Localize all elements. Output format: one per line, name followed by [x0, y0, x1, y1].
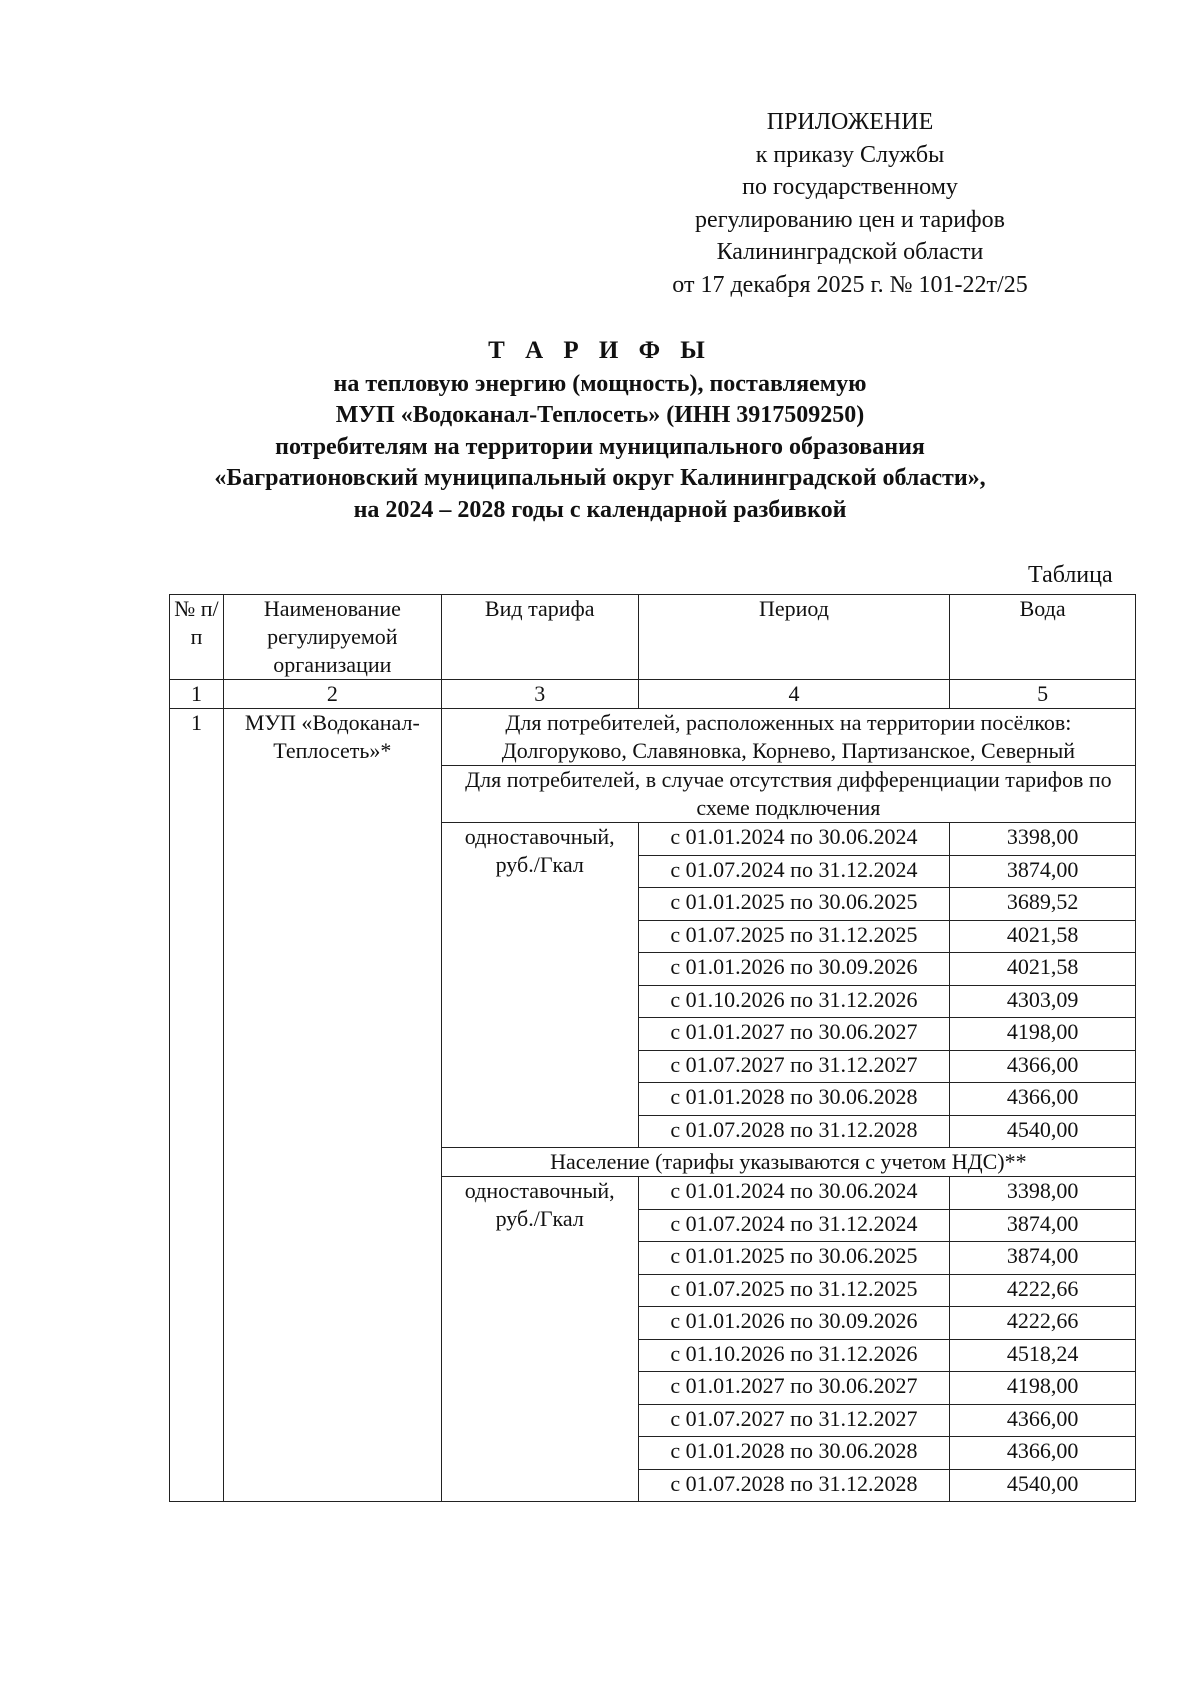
period-cell: с 01.01.2024 по 30.06.2024 — [638, 823, 950, 856]
water-value: 4540,00 — [950, 1115, 1136, 1148]
period-cell: с 01.01.2027 по 30.06.2027 — [638, 1372, 950, 1405]
water-value: 4198,00 — [950, 1018, 1136, 1051]
table-label: Таблица — [1028, 562, 1113, 588]
water-value: 3398,00 — [950, 823, 1136, 856]
period-cell: с 01.07.2024 по 31.12.2024 — [638, 855, 950, 888]
period-cell: с 01.07.2025 по 31.12.2025 — [638, 1274, 950, 1307]
water-value: 4540,00 — [950, 1469, 1136, 1502]
title-line: потребителям на территории муниципального образования — [275, 433, 925, 460]
period-cell: с 01.07.2027 по 31.12.2027 — [638, 1050, 950, 1083]
period-cell: с 01.07.2024 по 31.12.2024 — [638, 1209, 950, 1242]
period-cell: с 01.01.2025 по 30.06.2025 — [638, 888, 950, 921]
appendix-line: Калининградской области — [716, 239, 984, 265]
appendix-line: регулированию цен и тарифов — [695, 206, 1005, 233]
water-value: 3874,00 — [950, 1209, 1136, 1242]
period-cell: с 01.07.2027 по 31.12.2027 — [638, 1404, 950, 1437]
document-title — [150, 335, 1050, 526]
period-cell: с 01.10.2026 по 31.12.2026 — [638, 985, 950, 1018]
tariff-table — [169, 594, 1136, 1502]
organization-name: МУП «Водоканал-Теплосеть»* — [223, 709, 441, 1502]
water-value: 4366,00 — [950, 1083, 1136, 1116]
header-row — [170, 595, 1136, 680]
water-value: 4366,00 — [950, 1437, 1136, 1470]
water-value: 4222,66 — [950, 1274, 1136, 1307]
appendix-line: по государственному — [742, 174, 958, 200]
title-line: на тепловую энергию (мощность), поставляемую — [333, 370, 867, 397]
appendix-block — [640, 106, 1060, 301]
period-cell: с 01.01.2026 по 30.09.2026 — [638, 953, 950, 986]
column-index-row — [170, 680, 1136, 709]
water-value: 3874,00 — [950, 1242, 1136, 1275]
water-value: 4303,09 — [950, 985, 1136, 1018]
water-value: 4366,00 — [950, 1050, 1136, 1083]
row-number: 1 — [170, 709, 224, 1502]
header-period: Период — [638, 595, 950, 680]
territory-note: Для потребителей, расположенных на территории посёлков: Долгоруково, Славяновка, Корнево, Партизанское, Северный — [441, 709, 1135, 766]
header-org: Наименование регулируемой организации — [223, 595, 441, 680]
header-num: № п/п — [170, 595, 224, 680]
column-index: 1 — [170, 680, 224, 709]
title-line: на 2024 – 2028 годы с календарной разбивкой — [353, 496, 847, 523]
period-cell: с 01.01.2024 по 30.06.2024 — [638, 1177, 950, 1210]
period-cell: с 01.10.2026 по 31.12.2026 — [638, 1339, 950, 1372]
period-cell: с 01.07.2028 по 31.12.2028 — [638, 1115, 950, 1148]
appendix-order-date: от 17 декабря 2025 г. № 101-22т/25 — [672, 271, 1028, 298]
period-cell: с 01.07.2025 по 31.12.2025 — [638, 920, 950, 953]
tariff-type: одноставочный, руб./Гкал — [441, 1177, 638, 1502]
title-line: МУП «Водоканал-Теплосеть» (ИНН 3917509250) — [335, 402, 865, 428]
territory-row — [170, 709, 1136, 766]
column-index: 2 — [223, 680, 441, 709]
water-value: 4021,58 — [950, 920, 1136, 953]
water-value: 4366,00 — [950, 1404, 1136, 1437]
header-tariff-type: Вид тарифа — [441, 595, 638, 680]
water-value: 4222,66 — [950, 1307, 1136, 1340]
appendix-title: ПРИЛОЖЕНИЕ — [766, 109, 934, 135]
column-index: 4 — [638, 680, 950, 709]
tariff-type: одноставочный, руб./Гкал — [441, 823, 638, 1148]
title-line: «Багратионовский муниципальный округ Калининградской области», — [214, 465, 986, 491]
period-cell: с 01.01.2028 по 30.06.2028 — [638, 1437, 950, 1470]
period-cell: с 01.01.2027 по 30.06.2027 — [638, 1018, 950, 1051]
period-cell: с 01.07.2028 по 31.12.2028 — [638, 1469, 950, 1502]
column-index: 5 — [950, 680, 1136, 709]
appendix-line: к приказу Службы — [755, 141, 945, 168]
header-water: Вода — [950, 595, 1136, 680]
section-title: Для потребителей, в случае отсутствия дифференциации тарифов по схеме подключения — [441, 766, 1135, 823]
column-index: 3 — [441, 680, 638, 709]
period-cell: с 01.01.2026 по 30.09.2026 — [638, 1307, 950, 1340]
period-cell: с 01.01.2025 по 30.06.2025 — [638, 1242, 950, 1275]
water-value: 4021,58 — [950, 953, 1136, 986]
water-value: 4198,00 — [950, 1372, 1136, 1405]
section-title: Население (тарифы указываются с учетом НДС)** — [441, 1148, 1135, 1177]
water-value: 3874,00 — [950, 855, 1136, 888]
water-value: 3398,00 — [950, 1177, 1136, 1210]
period-cell: с 01.01.2028 по 30.06.2028 — [638, 1083, 950, 1116]
title-main: Т А Р И Ф Ы — [488, 337, 712, 364]
water-value: 3689,52 — [950, 888, 1136, 921]
water-value: 4518,24 — [950, 1339, 1136, 1372]
